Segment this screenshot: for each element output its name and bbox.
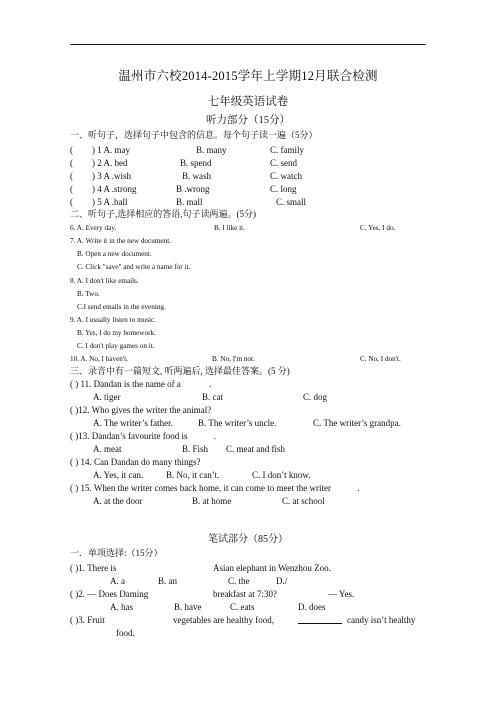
q9-option-a: 9. A. I usually listen to music.: [70, 316, 157, 324]
top-rule: [70, 44, 426, 45]
w-q1-option-b: B. an: [158, 576, 177, 586]
q11-option-b: B. cat: [202, 392, 223, 402]
listening-part-title: 听力部分（15分）: [206, 115, 290, 126]
w-q2-option-a: A. has: [110, 602, 133, 612]
q7-option-b: B. Open a new document.: [77, 250, 152, 258]
w-q1-option-d: D./: [276, 576, 288, 586]
question-number: ) 2 A. bed: [92, 158, 128, 168]
question-number: ) 1 A. may: [92, 145, 130, 155]
answer-paren: (: [70, 184, 73, 194]
w-q1-rest: Asian elephant in Wenzhou Zoo.: [213, 563, 331, 573]
option-b: B. wash: [182, 171, 211, 181]
q13-option-a: A. meat: [93, 444, 122, 454]
q9-option-c: C. I don't play games on it.: [77, 342, 155, 350]
q14-option-a: A. Yes, it can.: [93, 470, 144, 480]
q14-option-c: C. I don’t know.: [252, 470, 311, 480]
q13-option-c: C. meat and fish: [226, 444, 285, 454]
q12-option-c: C. The writer’s grandpa.: [313, 418, 401, 428]
q13-stem: [70, 431, 216, 442]
q15-period: .: [357, 483, 360, 493]
q11-stem: [70, 379, 211, 390]
w-q1-stem: ( )1. There is: [70, 563, 117, 573]
answer-paren: (: [70, 145, 73, 155]
q9-option-b: B. Yes, I do my homework.: [77, 329, 156, 337]
q15-stem: [70, 483, 360, 494]
q6-option-c: C. Yes, I do.: [360, 224, 396, 232]
q14-stem: ( ) 14. Can Dandan do many things?: [70, 457, 201, 467]
w-q2-option-b: B. have: [174, 602, 202, 612]
w-q2-answer: — Yes.: [328, 589, 355, 599]
q15-option-a: A. at the door: [93, 496, 143, 506]
w-q1-option-c: C. the: [228, 576, 250, 586]
q15-option-b: B. at home: [192, 496, 232, 506]
q11-text: ( ) 11. Dandan is the name of a: [70, 379, 181, 389]
q12-option-a: A. The writer’s father.: [93, 418, 173, 428]
answer-paren: (: [70, 171, 73, 181]
exam-subtitle: 七年级英语试卷: [207, 96, 289, 108]
w-q3-rest: candy isn’t healthy: [347, 615, 416, 625]
w-q3-stem: ( )3. Fruit: [70, 615, 105, 625]
w-q2-stem: ( )2. — Does Daming: [70, 589, 149, 599]
w-q2-option-c: C. eats: [230, 602, 255, 612]
question-number: ) 3 A .wish: [92, 171, 132, 181]
option-b: B. many: [196, 145, 227, 155]
w-q3-blank: [298, 615, 342, 627]
q12-option-b: B. The writer’s uncle.: [198, 418, 277, 428]
option-c: C. send: [270, 158, 297, 168]
option-b: B. mall: [176, 197, 203, 207]
w-q3-mid: vegetables are healthy food,: [173, 615, 274, 625]
q15-text: ( ) 15. When the writer comes back home, it can come to meet the writer: [70, 483, 331, 493]
q7-option-c: C. Click "save" and write a name for it.: [77, 263, 191, 271]
q10-option-c: C. No, I don't.: [360, 355, 401, 363]
option-c: C. long: [270, 184, 297, 194]
listen1-heading: 一、听句子，选择句子中包含的信息。每个句子读一遍（5分）: [70, 130, 318, 140]
q11-option-a: A. tiger: [93, 392, 121, 402]
option-b: B .wrong: [176, 184, 210, 194]
q10-option-b: B. No, I'm not.: [212, 355, 255, 363]
q11-option-c: C. dog: [303, 392, 328, 402]
exam-title: 温州市六校2014-2015学年上学期12月联合检测: [118, 69, 378, 83]
question-number: ) 4 A .strong: [92, 184, 137, 194]
question-number: ) 5 A .ball: [92, 197, 128, 207]
q7-option-a: 7. A. Write it in the new document.: [70, 237, 171, 245]
written1-heading: 一．单项选择:（15分）: [70, 548, 163, 558]
w-q1-option-a: A. a: [110, 576, 125, 586]
listen2-heading: 二、听句子,选择相应的答语,句子读两遍。(5分): [70, 209, 256, 219]
answer-paren: (: [70, 158, 73, 168]
option-c: C. small: [276, 197, 307, 207]
q13-option-b: B. Fish: [182, 444, 209, 454]
q11-period: .: [209, 379, 212, 389]
listen3-heading: 三、录音中有一篇短文, 听两遍后, 选择最佳答案。(5 分): [70, 366, 290, 376]
w-q2-option-d: D. does: [298, 602, 326, 612]
q15-option-c: C. at school: [282, 496, 325, 506]
question-row: [70, 145, 73, 156]
option-b: B. spend: [180, 158, 212, 168]
q13-text: ( )13. Dandan’s favourite food is: [70, 431, 188, 441]
option-c: C. watch: [270, 171, 302, 181]
q8-option-a: 8. A. I don't like emails.: [70, 277, 139, 285]
w-q3-cont: food.: [116, 628, 135, 638]
q13-period: .: [213, 431, 216, 441]
option-c: C. family: [270, 145, 304, 155]
q8-option-b: B. Two.: [77, 290, 100, 298]
q6-option-a: 6. A. Every day.: [70, 224, 117, 232]
q14-option-b: B. No, it can’t.: [166, 470, 220, 480]
w-q2-rest: breakfast at 7:30?: [213, 589, 277, 599]
answer-paren: (: [70, 197, 73, 207]
q10-option-a: 10. A. No, I haven't.: [70, 355, 128, 363]
written-part-title: 笔试部分（85分）: [208, 534, 288, 545]
q6-option-b: B. I like it.: [214, 224, 245, 232]
q8-option-c: C.I send emails in the evening.: [77, 303, 166, 311]
q12-stem: ( )12. Who gives the writer the animal?: [70, 405, 212, 415]
